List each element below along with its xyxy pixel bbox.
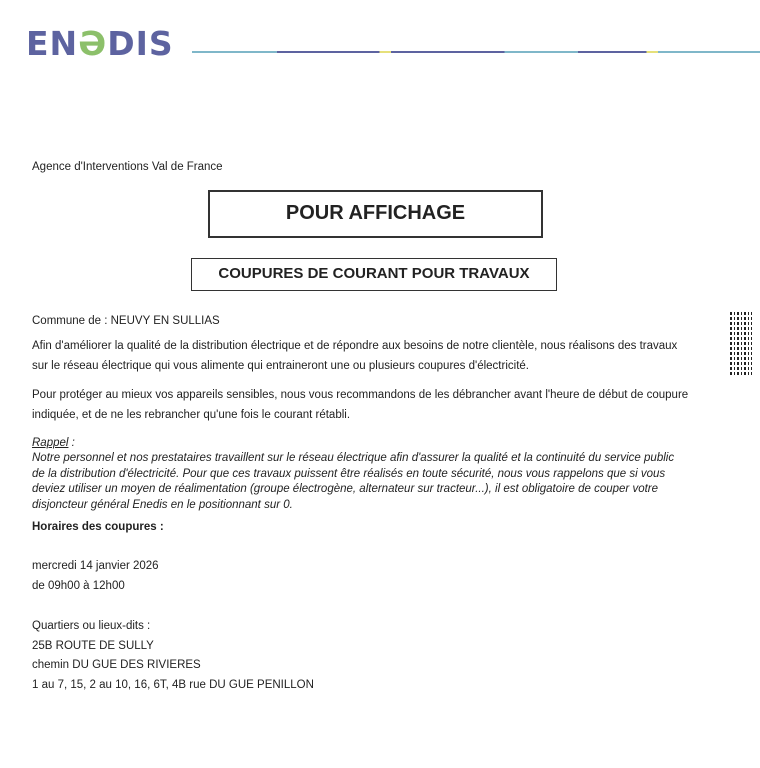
schedule-time: de 09h00 à 12h00 — [32, 580, 125, 592]
para2-line: indiquée, et de ne les rebrancher qu'une fois le courant rétabli. — [32, 409, 351, 421]
rappel-suffix: : — [68, 437, 75, 449]
para1-line: sur le réseau électrique qui vous alimente qui entraineront une ou plusieurs coupures d'électricité. — [32, 360, 529, 372]
rappel-line: deviez utiliser un moyen de réalimentation (groupe électrogène, alternateur sur tracteur...), il est obligatoire de couper votre — [32, 483, 659, 495]
enedis-logo: ENƏDIS — [26, 24, 174, 63]
page-title: POUR AFFICHAGE — [208, 190, 543, 238]
header-rule — [192, 51, 760, 53]
datamatrix-code — [730, 310, 752, 375]
para1-line: Afin d'améliorer la qualité de la distribution électrique et de répondre aux besoins de notre clientèle, nous réalisons des travaux — [32, 340, 678, 352]
rappel-label: Rappel — [32, 437, 69, 449]
rappel-heading — [32, 437, 75, 449]
schedule-heading: Horaires des coupures : — [32, 521, 164, 533]
place-item: 25B ROUTE DE SULLY — [32, 640, 154, 652]
agency-name: Agence d'Interventions Val de France — [32, 161, 223, 173]
rappel-line: de la distribution d'électricité. Pour que ces travaux puissent être réalisés en toute sécurité, nous vous rappelons que si vous — [32, 468, 666, 480]
rappel-line: Notre personnel et nos prestataires travaillent sur le réseau électrique afin d'assurer la qualité et la continuité du service public — [32, 452, 675, 464]
place-item: 1 au 7, 15, 2 au 10, 16, 6T, 4B rue DU GUE PENILLON — [32, 679, 314, 691]
para2-line: Pour protéger au mieux vos appareils sensibles, nous vous recommandons de les débrancher avant l'heure de début de coupure — [32, 389, 689, 401]
page-subtitle: COUPURES DE COURANT POUR TRAVAUX — [191, 258, 557, 291]
places-heading: Quartiers ou lieux-dits : — [32, 620, 151, 632]
schedule-date: mercredi 14 janvier 2026 — [32, 560, 159, 572]
place-item: chemin DU GUE DES RIVIERES — [32, 659, 201, 671]
commune: Commune de : NEUVY EN SULLIAS — [32, 315, 220, 327]
rappel-line: disjoncteur général Enedis en le positionnant sur 0. — [32, 499, 293, 511]
